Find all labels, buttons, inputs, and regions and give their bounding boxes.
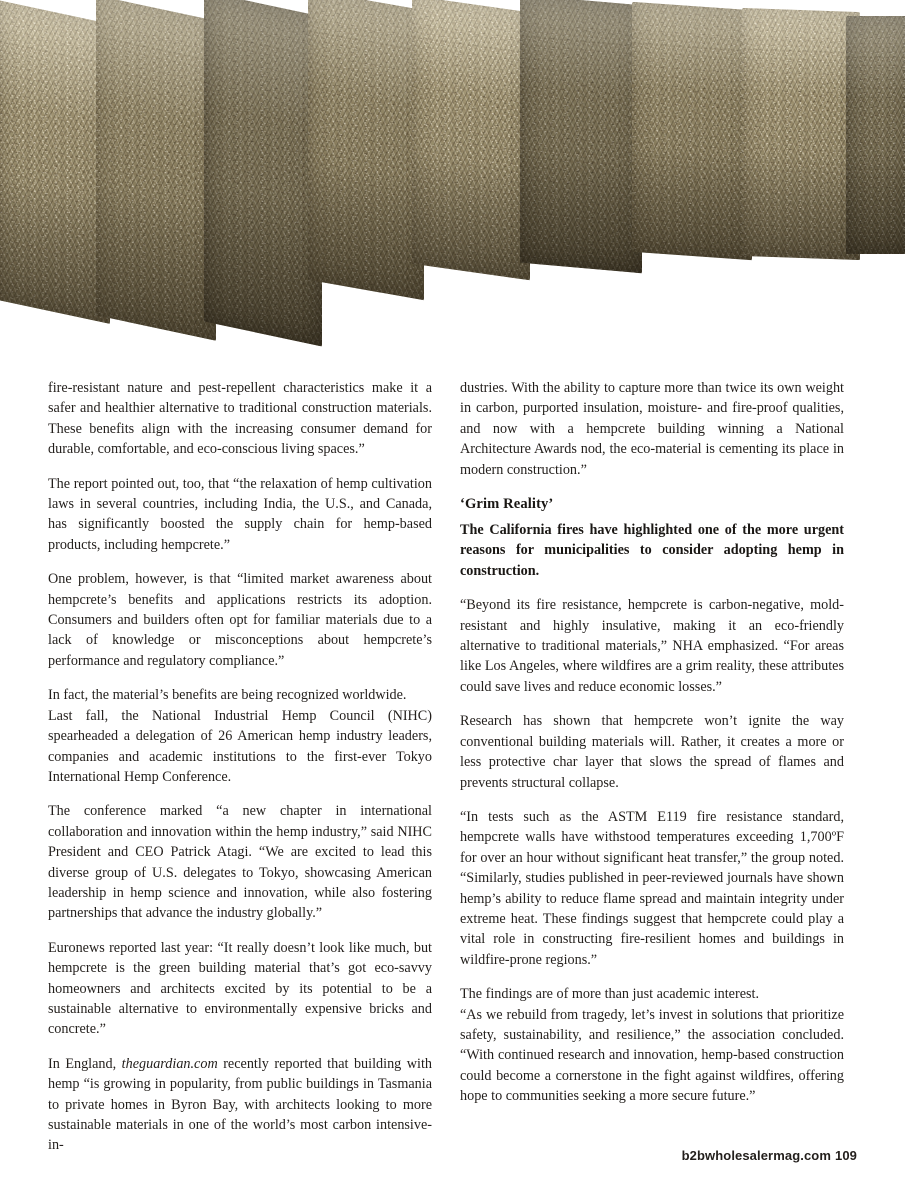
block-shadow [204,183,322,347]
paragraph: “In tests such as the ASTM E119 fire resistance standard, hempcrete walls have withstood temperatures exceeding 1,700ºF for over an hour without significant heat transfer,” the group noted. “Similarly, studies published in peer-reviewed journals have shown hemp’s ability to reduce flame spread and maintain integrity under extreme heat. These findings suggest that hempcrete could play a vital role in constructing fire-resilient homes and buildings in wildfire-prone regions.” [460,808,844,968]
hempcrete-block [0,0,110,324]
hempcrete-block [742,8,860,260]
block-shadow [632,147,752,260]
paragraph: One problem, however, is that “limited market awareness about hempcrete’s benefits and applications restricts its adoption. Consumers and builders often opt for familiar materials due to a lack of knowledge or misconceptions about hempcrete’s performance and regulatory compliance.” [48,571,432,669]
block-shadow [742,152,860,260]
paragraph-with-italic-source [48,1054,432,1156]
hempcrete-block [308,0,424,300]
hempcrete-blocks-photo [8,0,905,368]
block-top-face [0,0,110,126]
hempcrete-block [632,2,752,260]
hempcrete-block [520,0,642,273]
block-top-face [632,2,752,95]
paragraph: The findings are of more than just academic interest. [460,986,760,1003]
block-top-face [520,0,642,96]
page-number: 109 [835,1148,857,1163]
paragraph: Euronews reported last year: “It really doesn’t look like much, but hempcrete is the green building material that’s got eco-savvy homeowners and architects excited by its potential to be a sustainable alternative to environmentally expensive bricks and concrete.” [48,939,432,1038]
block-shadow [0,174,110,324]
paragraph: The conference marked “a new chapter in international collaboration and innovation within the hemp industry,” said NIHC President and CEO Patrick Atagi. “We are excited to lead this diverse group of U.S. delegates to Tokyo, showcasing American leadership in hemp science and innovation, while also fostering partnerships that advance the industry globally.” [48,803,432,922]
hempcrete-block [96,0,216,341]
hero-image [0,0,905,368]
block-shadow [846,154,905,254]
publication-website: b2bwholesalermag.com [681,1148,831,1163]
block-shadow [412,151,530,280]
source-name-italic: theguardian.com [121,1055,218,1072]
paragraph: “Beyond its fire resistance, hempcrete is carbon-negative, mold-resistant and highly insulative, making it an eco-friendly alternative to traditional materials,” NHA emphasized. “For areas like Los Angeles, where wildfires are a grim reality, these attributes could save lives and reduce economic losses.” [460,597,844,695]
section-subheading: ‘Grim Reality’ [460,496,554,513]
page-footer [682,1148,857,1163]
hempcrete-block [204,0,322,347]
paragraph: In fact, the material’s benefits are being recognized worldwide. [48,687,407,704]
paragraph: dustries. With the ability to capture more than twice its own weight in carbon, purported insulation, moisture- and fire-proof qualities, and now with a hempcrete building winning a National Architecture Awards nod, the eco-material is cementing its place in modern construction.” [460,380,844,478]
paragraph: Research has shown that hempcrete won’t ignite the way conventional building materials will. Rather, it creates a more or less protective char layer that slows the spread of flames and prevents structural collapse. [460,713,844,791]
paragraph: Last fall, the National Industrial Hemp Council (NIHC) spearheaded a delegation of 26 American hemp industry leaders, companies and academic institutions to the first-ever Tokyo International Hemp Conference. [48,707,432,785]
block-shadow [308,158,424,300]
block-top-face [96,0,216,130]
block-top-face [742,8,860,96]
right-column [460,378,844,1121]
block-shadow [96,181,216,341]
paragraph: fire-resistant nature and pest-repellent characteristics make it a safer and healthier alternative to traditional construction materials. These benefits align with the increasing consumer demand for durable, comfortable, and eco-conscious living spaces.” [48,380,432,458]
hempcrete-block [846,16,905,254]
block-shadow [520,150,642,273]
block-top-face [412,0,530,103]
paragraph: The report pointed out, too, that “the relaxation of hemp cultivation laws in several countries, including India, the U.S., and Canada, has significantly boosted the supply chain for hemp-based products, including hempcrete.” [48,475,432,553]
left-column [48,378,432,1170]
paragraph-text-before: In England, [48,1055,122,1072]
lede-paragraph: The California fires have highlighted one of the more urgent reasons for municipalities to consider adopting hemp in construction. [460,522,844,579]
block-top-face [846,16,905,97]
block-top-face [308,0,424,109]
paragraph: “As we rebuild from tragedy, let’s invest in solutions that prioritize safety, sustainability, and resilience,” the association concluded. “With continued research and innovation, hemp-based construction could become a cornerstone in the fight against wildfires, offering hope to communities seeking a more secure future.” [460,1006,844,1105]
paragraph-text-after: recently reported that building with hemp “is growing in popularity, from public buildings in Tasmania to private homes in Byron Bay, with architects looking to more sustainable materials in one of the world’s most carbon intensive-in- [48,1055,432,1154]
block-top-face [204,0,322,129]
hempcrete-block [412,0,530,280]
